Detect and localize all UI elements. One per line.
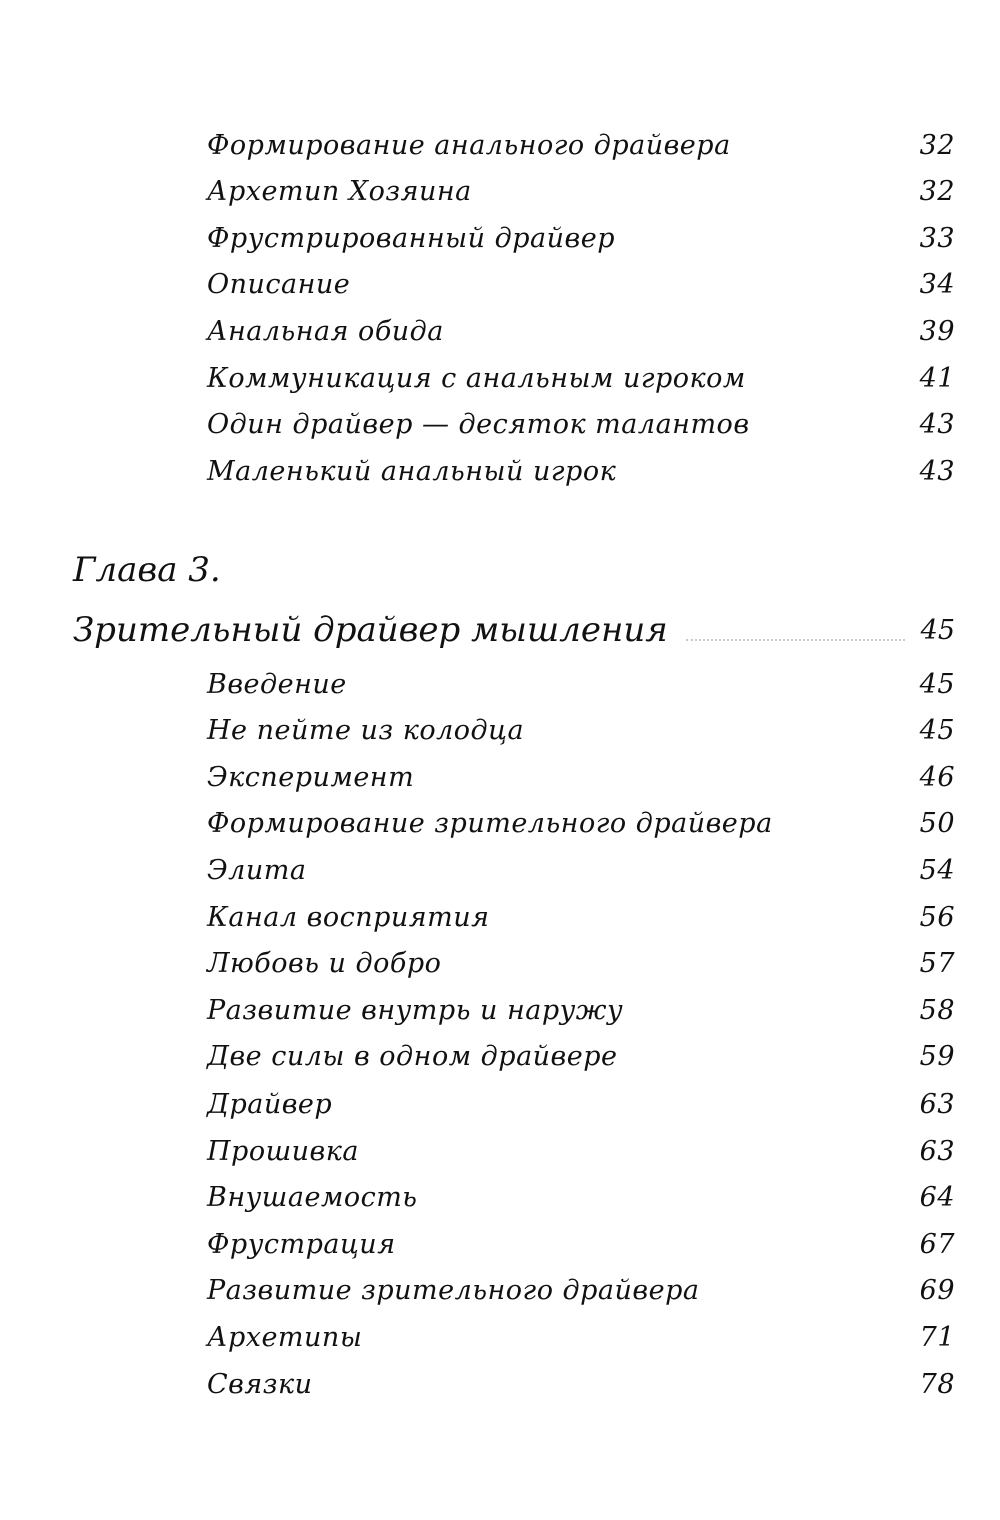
toc-entry-page: 33 — [919, 222, 955, 254]
toc-entry[interactable] — [207, 358, 955, 398]
toc-entry[interactable] — [207, 1131, 955, 1171]
toc-entry-page: 78 — [919, 1368, 955, 1400]
toc-entry-page: 41 — [919, 362, 955, 394]
toc-entry[interactable] — [207, 451, 955, 491]
toc-entry-page: 45 — [919, 668, 955, 700]
toc-entry-title: Элита — [207, 854, 307, 886]
toc-entry[interactable] — [207, 803, 955, 843]
toc-entry[interactable] — [207, 710, 955, 750]
toc-entry-page: 50 — [919, 807, 955, 839]
toc-entry[interactable] — [207, 1364, 955, 1404]
dotted-leader — [686, 639, 905, 641]
toc-entry-title: Драйвер — [207, 1088, 333, 1120]
toc-entry-title: Коммуникация с анальным игроком — [207, 362, 746, 394]
toc-entry[interactable] — [207, 1036, 955, 1076]
toc-entry-page: 64 — [919, 1181, 955, 1213]
toc-entry[interactable] — [207, 1084, 955, 1124]
toc-entry[interactable] — [207, 664, 955, 704]
toc-entry[interactable] — [207, 757, 955, 797]
toc-entry-title: Связки — [207, 1368, 313, 1400]
toc-entry[interactable] — [207, 1177, 955, 1217]
chapter-title-entry[interactable] — [73, 607, 955, 653]
toc-entry-page: 43 — [919, 408, 955, 440]
toc-entry-title: Любовь и добро — [207, 947, 442, 979]
toc-entry-page: 45 — [919, 714, 955, 746]
toc-entry-page: 59 — [919, 1040, 955, 1072]
toc-entry-page: 63 — [919, 1135, 955, 1167]
toc-entry-title: Архетип Хозяина — [207, 175, 472, 207]
toc-entry-page: 56 — [919, 901, 955, 933]
toc-entry-page: 46 — [919, 761, 955, 793]
toc-entry-title: Введение — [207, 668, 347, 700]
toc-entry-title: Развитие зрительного драйвера — [207, 1274, 700, 1306]
toc-entry[interactable] — [207, 404, 955, 444]
toc-entry-page: 57 — [919, 947, 955, 979]
toc-entry-page: 43 — [919, 455, 955, 487]
toc-entry-page: 32 — [919, 129, 955, 161]
toc-entry-title: Не пейте из колодца — [207, 714, 525, 746]
toc-entry-title: Внушаемость — [207, 1181, 418, 1213]
toc-entry[interactable] — [207, 1317, 955, 1357]
toc-entry-title: Фрустрация — [207, 1228, 396, 1260]
toc-entry[interactable] — [207, 1224, 955, 1264]
toc-entry-title: Формирование анального драйвера — [207, 129, 731, 161]
toc-entry[interactable] — [207, 990, 955, 1030]
toc-entry-title: Прошивка — [207, 1135, 359, 1167]
toc-entry-page: 39 — [919, 315, 955, 347]
toc-entry-title: Две силы в одном драйвере — [207, 1040, 618, 1072]
toc-entry[interactable] — [207, 218, 955, 258]
toc-entry-title: Формирование зрительного драйвера — [207, 807, 773, 839]
toc-entry[interactable] — [207, 1270, 955, 1310]
toc-entry-page: 69 — [919, 1274, 955, 1306]
toc-entry[interactable] — [207, 850, 955, 890]
toc-entry-title: Описание — [207, 268, 351, 300]
toc-entry-page: 71 — [919, 1321, 955, 1353]
toc-entry-title: Анальная обида — [207, 315, 444, 347]
toc-entry-page: 58 — [919, 994, 955, 1026]
toc-entry-title: Канал восприятия — [207, 901, 490, 933]
chapter-title: Зрительный драйвер мышления — [73, 610, 668, 650]
toc-entry-title: Один драйвер — десяток талантов — [207, 408, 750, 440]
toc-entry[interactable] — [207, 943, 955, 983]
toc-entry-page: 32 — [919, 175, 955, 207]
toc-entry-page: 54 — [919, 854, 955, 886]
toc-entry-title: Развитие внутрь и наружу — [207, 994, 624, 1026]
toc-entry-title: Маленький анальный игрок — [207, 455, 617, 487]
toc-entry[interactable] — [207, 897, 955, 937]
toc-entry-page: 67 — [919, 1228, 955, 1260]
chapter-label: Глава 3. — [73, 550, 221, 590]
toc-entry-title: Фрустрированный драйвер — [207, 222, 615, 254]
toc-entry-title: Архетипы — [207, 1321, 363, 1353]
toc-entry[interactable] — [207, 311, 955, 351]
chapter-page: 45 — [920, 614, 955, 646]
toc-entry-page: 34 — [919, 268, 955, 300]
toc-entry-page: 63 — [919, 1088, 955, 1120]
toc-entry[interactable] — [207, 125, 955, 165]
toc-entry-title: Эксперимент — [207, 761, 415, 793]
toc-entry[interactable] — [207, 264, 955, 304]
toc-entry[interactable] — [207, 171, 955, 211]
